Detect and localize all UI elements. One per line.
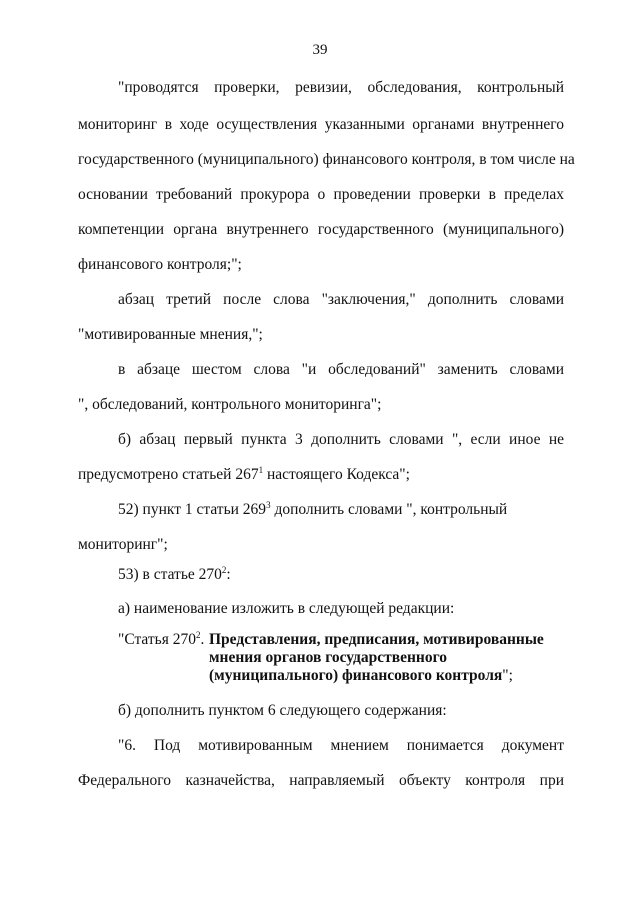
text-line: государственного (муниципального) финансового контроля, в том числе на [78,151,575,168]
text-line: абзац третий после слова "заключения," дополнить словами [118,291,564,308]
text-line: в абзаце шестом слова "и обследований" заменить словами [118,361,564,378]
page-number: 39 [312,42,328,58]
article-heading-title: Представления, предписания, мотивированные мнения органов государственного (муниципального) финансового контроля"; [209,631,544,684]
text-line: "проводятся проверки, ревизии, обследования, контрольный [118,79,564,96]
text-line: б) абзац первый пункта 3 дополнить словами ", если иное не [118,431,564,448]
text-line: мониторинг"; [78,536,168,553]
text-line: б) дополнить пунктом 6 следующего содержания: [118,702,447,719]
text-line: мониторинг в ходе осуществления указанными органами внутреннего [78,116,564,133]
article-heading-lead: "Статья $270^2$. [118,630,205,648]
text-line: Федерального казначейства, направляемый объекту контроля при [78,772,564,789]
text-line: а) наименование изложить в следующей редакции: [118,600,455,617]
text-line: финансового контроля;"; [78,256,242,273]
text-line: компетенции органа внутреннего государственного (муниципального) [78,221,564,238]
text-line: ", обследований, контрольного мониторинга"; [78,396,382,413]
text-line: "мотивированные мнения,"; [78,326,263,343]
text-line: "6. Под мотивированным мнением понимается документ [118,737,564,754]
text-line: 53) в статье $270^2$: [118,565,231,583]
text-line: 52) пункт 1 статьи $269^3$ дополнить словами ", контрольный [118,500,508,518]
text-line: основании требований прокурора о проведении проверки в пределах [78,186,564,203]
text-line: предусмотрено статьей $267^1$ настоящего Кодекса"; [78,465,410,483]
